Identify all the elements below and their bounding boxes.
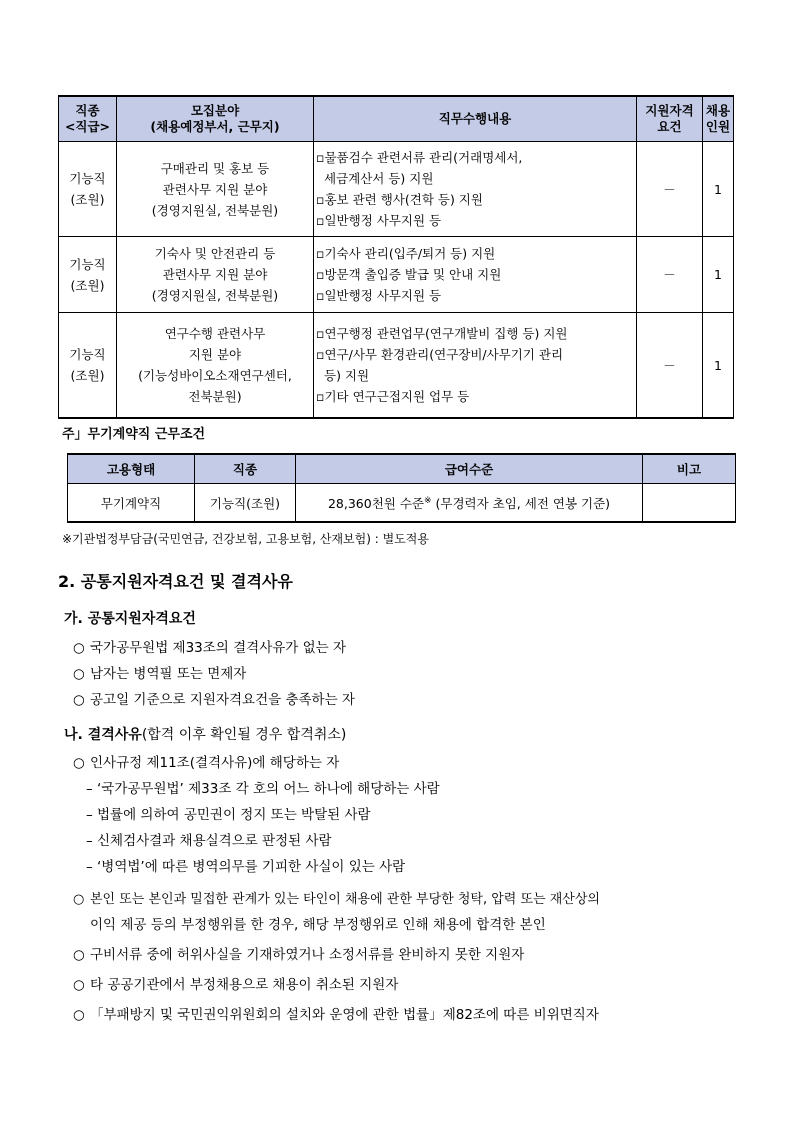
subsection-a-title: 가. 공통지원자격요건 — [64, 611, 196, 627]
header-count-line2: 인원 — [705, 119, 731, 134]
header-remarks: 비고 — [643, 454, 736, 484]
dash-item — [86, 777, 440, 797]
table-row — [59, 237, 734, 313]
circle-bullet-icon: ○ — [73, 892, 85, 907]
duty-line: ▫연구/사무 환경관리(연구장비/사무기기 관리 — [316, 347, 564, 362]
circle-bullet-icon: ○ — [73, 947, 85, 963]
list-item — [73, 943, 524, 963]
header-duties: 직무수행내용 — [314, 96, 637, 142]
duties-cell — [314, 313, 637, 419]
dash-item — [86, 855, 405, 875]
duty-line: ▫방문객 출입증 발급 및 안내 지원 — [316, 267, 502, 282]
header-count — [703, 96, 734, 142]
dash-item-text: 신체검사결과 채용실격으로 판정된 사람 — [97, 833, 332, 849]
header-salary: 급여수준 — [296, 454, 643, 484]
list-item — [73, 636, 346, 656]
job-cell: 기능직(조원) — [195, 484, 296, 523]
count-cell: 1 — [703, 142, 734, 237]
list-item — [73, 888, 600, 907]
table-row — [59, 313, 734, 419]
note-title: 주」무기계약직 근무조건 — [62, 427, 206, 442]
qualification-cell: － — [637, 237, 703, 313]
job-type-cell — [59, 313, 117, 419]
header-qual-line2: 요건 — [657, 119, 682, 134]
dash-bullet-icon: – — [86, 781, 93, 797]
list-item — [73, 662, 246, 682]
duty-line: 세금계산서 등) 지원 — [324, 171, 434, 186]
list-item — [73, 688, 355, 708]
salary-note: (무경력자 초임, 세전 연봉 기준) — [435, 495, 611, 511]
job-type: 기능직 — [69, 256, 106, 272]
list-item — [73, 973, 398, 993]
list-item-text: 공고일 기준으로 지원자격요건을 충족하는 자 — [90, 692, 355, 708]
section-title: 2. 공통지원자격요건 및 결격사유 — [58, 572, 293, 591]
dash-bullet-icon: – — [86, 833, 93, 849]
duties-cell — [314, 142, 637, 237]
job-type: 기능직 — [69, 347, 106, 362]
table-row — [68, 484, 736, 523]
conditions-table — [67, 453, 736, 523]
header-field — [117, 96, 314, 142]
header-field-line2: (채용예정부서, 근무지) — [150, 119, 280, 134]
dash-bullet-icon: – — [86, 859, 93, 875]
job-type-cell — [59, 237, 117, 313]
list-item-text: 구비서류 중에 허위사실을 기재하였거나 소정서류를 완비하지 못한 지원자 — [90, 947, 525, 963]
header-qual-line1: 지원자격 — [645, 103, 694, 118]
duty-line: ▫기타 연구근접지원 업무 등 — [316, 389, 470, 404]
header-job: 직종 — [195, 454, 296, 484]
count-cell: 1 — [703, 313, 734, 419]
field-line: 지원 분야 — [188, 347, 242, 362]
dash-item-text: ‘국가공무원법’ 제33조 각 호의 어느 하나에 해당하는 사람 — [97, 781, 440, 797]
list-item — [73, 751, 339, 771]
field-line: (기능성바이오소재연구센터, — [138, 368, 292, 383]
field-line: 관련사무 지원 분야 — [162, 181, 268, 197]
circle-bullet-icon: ○ — [73, 666, 85, 682]
field-cell — [117, 237, 314, 313]
header-field-line1: 모집분야 — [190, 103, 240, 118]
job-grade: (조원) — [70, 192, 105, 207]
header-job-type — [59, 96, 117, 142]
recruitment-table-header — [59, 96, 734, 142]
list-item-text: 「부패방지 및 국민권익위원회의 설치와 운영에 관한 법률」제82조에 따른 비위면직자 — [90, 1007, 599, 1023]
field-line: (경영지원실, 전북분원) — [151, 202, 279, 218]
header-qualification — [637, 96, 703, 142]
job-grade: (조원) — [70, 368, 105, 383]
circle-bullet-icon: ○ — [73, 692, 85, 708]
salary-main: 28,360천원 수준 — [327, 495, 424, 511]
list-item-text: 남자는 병역필 또는 면제자 — [90, 666, 247, 682]
employment-cell: 무기계약직 — [68, 484, 195, 523]
field-line: 전북분원) — [188, 389, 242, 404]
recruitment-table — [58, 95, 734, 419]
circle-bullet-icon: ○ — [73, 1007, 85, 1023]
job-type-cell — [59, 142, 117, 237]
list-item-text: 타 공공기관에서 부정채용으로 채용이 취소된 지원자 — [90, 977, 399, 993]
conditions-table-header — [68, 454, 736, 484]
table-row — [59, 142, 734, 237]
qualification-cell: － — [637, 142, 703, 237]
dash-item — [86, 829, 332, 849]
dash-bullet-icon: – — [86, 807, 93, 823]
salary-cell — [296, 484, 643, 523]
subsection-b-title-bold: 나. 결격사유 — [64, 727, 142, 743]
dash-item — [86, 803, 371, 823]
duty-line: ▫홍보 관련 행사(견학 등) 지원 — [316, 192, 483, 207]
field-line: 관련사무 지원 분야 — [162, 267, 268, 282]
dash-item-text: ‘병역법’에 따른 병역의무를 기피한 사실이 있는 사람 — [97, 859, 406, 875]
qualification-cell: － — [637, 313, 703, 419]
dash-item-text: 법률에 의하여 공민권이 정지 또는 박탈된 사람 — [97, 807, 371, 823]
subsection-b-title-note: (합격 이후 확인될 경우 합격취소) — [141, 727, 347, 743]
header-count-line1: 채용 — [705, 103, 731, 118]
salary-mark: ※ — [423, 495, 432, 506]
field-line: 연구수행 관련사무 — [164, 326, 266, 341]
duty-line: ▫연구행정 관련업무(연구개발비 집행 등) 지원 — [316, 326, 568, 341]
header-job-type-line2: <직급> — [64, 119, 111, 134]
duties-cell — [314, 237, 637, 313]
job-type: 기능직 — [69, 171, 106, 186]
duty-line: ▫일반행정 사무지원 등 — [316, 288, 442, 303]
list-item-continuation: 이익 제공 등의 부정행위를 한 경우, 해당 부정행위로 인해 채용에 합격한 본인 — [90, 917, 546, 933]
list-item — [73, 1003, 599, 1023]
duty-line: ▫일반행정 사무지원 등 — [316, 213, 442, 228]
remarks-cell — [643, 484, 736, 523]
field-line: 구매관리 및 홍보 등 — [160, 160, 270, 176]
footnote: ※기관법정부담금(국민연금, 건강보험, 고용보험, 산재보험) : 별도적용 — [62, 532, 429, 546]
list-item-text: 인사규정 제11조(결격사유)에 해당하는 자 — [90, 755, 340, 771]
list-item-text: 본인 또는 본인과 밀접한 관계가 있는 타인이 채용에 관한 부당한 청탁, 압력 또는 재산상의 — [90, 892, 600, 907]
list-item-text: 국가공무원법 제33조의 결격사유가 없는 자 — [90, 640, 347, 656]
field-cell — [117, 142, 314, 237]
field-cell — [117, 313, 314, 419]
count-cell: 1 — [703, 237, 734, 313]
field-line: 기숙사 및 안전관리 등 — [154, 246, 276, 261]
job-grade: (조원) — [70, 277, 105, 293]
subsection-b-title — [64, 724, 346, 744]
field-line: (경영지원실, 전북분원) — [151, 288, 279, 303]
circle-bullet-icon: ○ — [73, 977, 85, 993]
duty-line: ▫기숙사 관리(입주/퇴거 등) 지원 — [316, 246, 496, 261]
duty-line: 등) 지원 — [324, 368, 370, 383]
circle-bullet-icon: ○ — [73, 640, 85, 656]
header-job-type-line1: 직종 — [75, 103, 100, 118]
duty-line: ▫물품검수 관련서류 관리(거래명세서, — [316, 150, 523, 165]
header-employment: 고용형태 — [68, 454, 195, 484]
circle-bullet-icon: ○ — [73, 755, 85, 771]
